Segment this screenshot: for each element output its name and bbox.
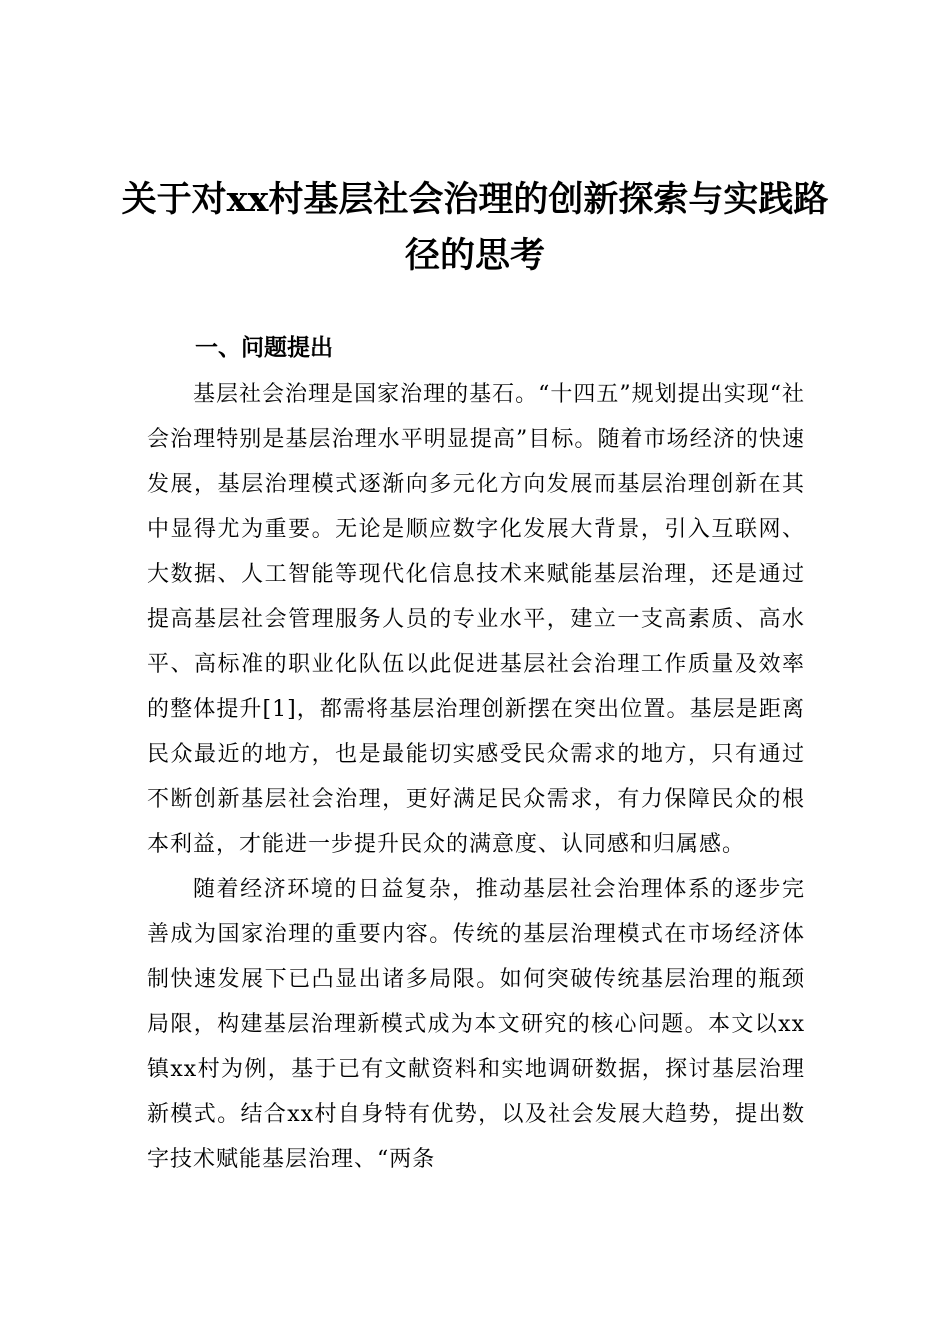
paragraph: 基层社会治理是国家治理的基石。“十四五”规划提出实现“社会治理特别是基层治理水平明显提高”目标。随着市场经济的快速发展，基层治理模式逐渐向多元化方向发展而基层治理创新在其中显得尤为重要。无论是顺应数字化发展大背景，引入互联网、大数据、人工智能等现代化信息技术来赋能基层治理，还是通过提高基层社会管理服务人员的专业水平，建立一支高素质、高水平、高标准的职业化队伍以此促进基层社会治理工作质量及效率的整体提升[1]，都需将基层治理创新摆在突出位置。基层是距离民众最近的地方，也是最能切实感受民众需求的地方，只有通过不断创新基层社会治理，更好满足民众需求，有力保障民众的根本利益，才能进一步提升民众的满意度、认同感和归属感。 <box>147 382 805 857</box>
document-body <box>147 372 805 1182</box>
document-title: 关于对xx村基层社会治理的创新探索与实践路径的思考 <box>121 179 829 276</box>
section-heading: 一、问题提出 <box>195 335 333 361</box>
paragraph: 随着经济环境的日益复杂，推动基层社会治理体系的逐步完善成为国家治理的重要内容。传统的基层治理模式在市场经济体制快速发展下已凸显出诸多局限。如何突破传统基层治理的瓶颈局限，构建基层治理新模式成为本文研究的核心问题。本文以xx镇xx村为例，基于已有文献资料和实地调研数据，探讨基层治理新模式。结合xx村自身特有优势，以及社会发展大趋势，提出数字技术赋能基层治理、“两条 <box>147 877 805 1172</box>
